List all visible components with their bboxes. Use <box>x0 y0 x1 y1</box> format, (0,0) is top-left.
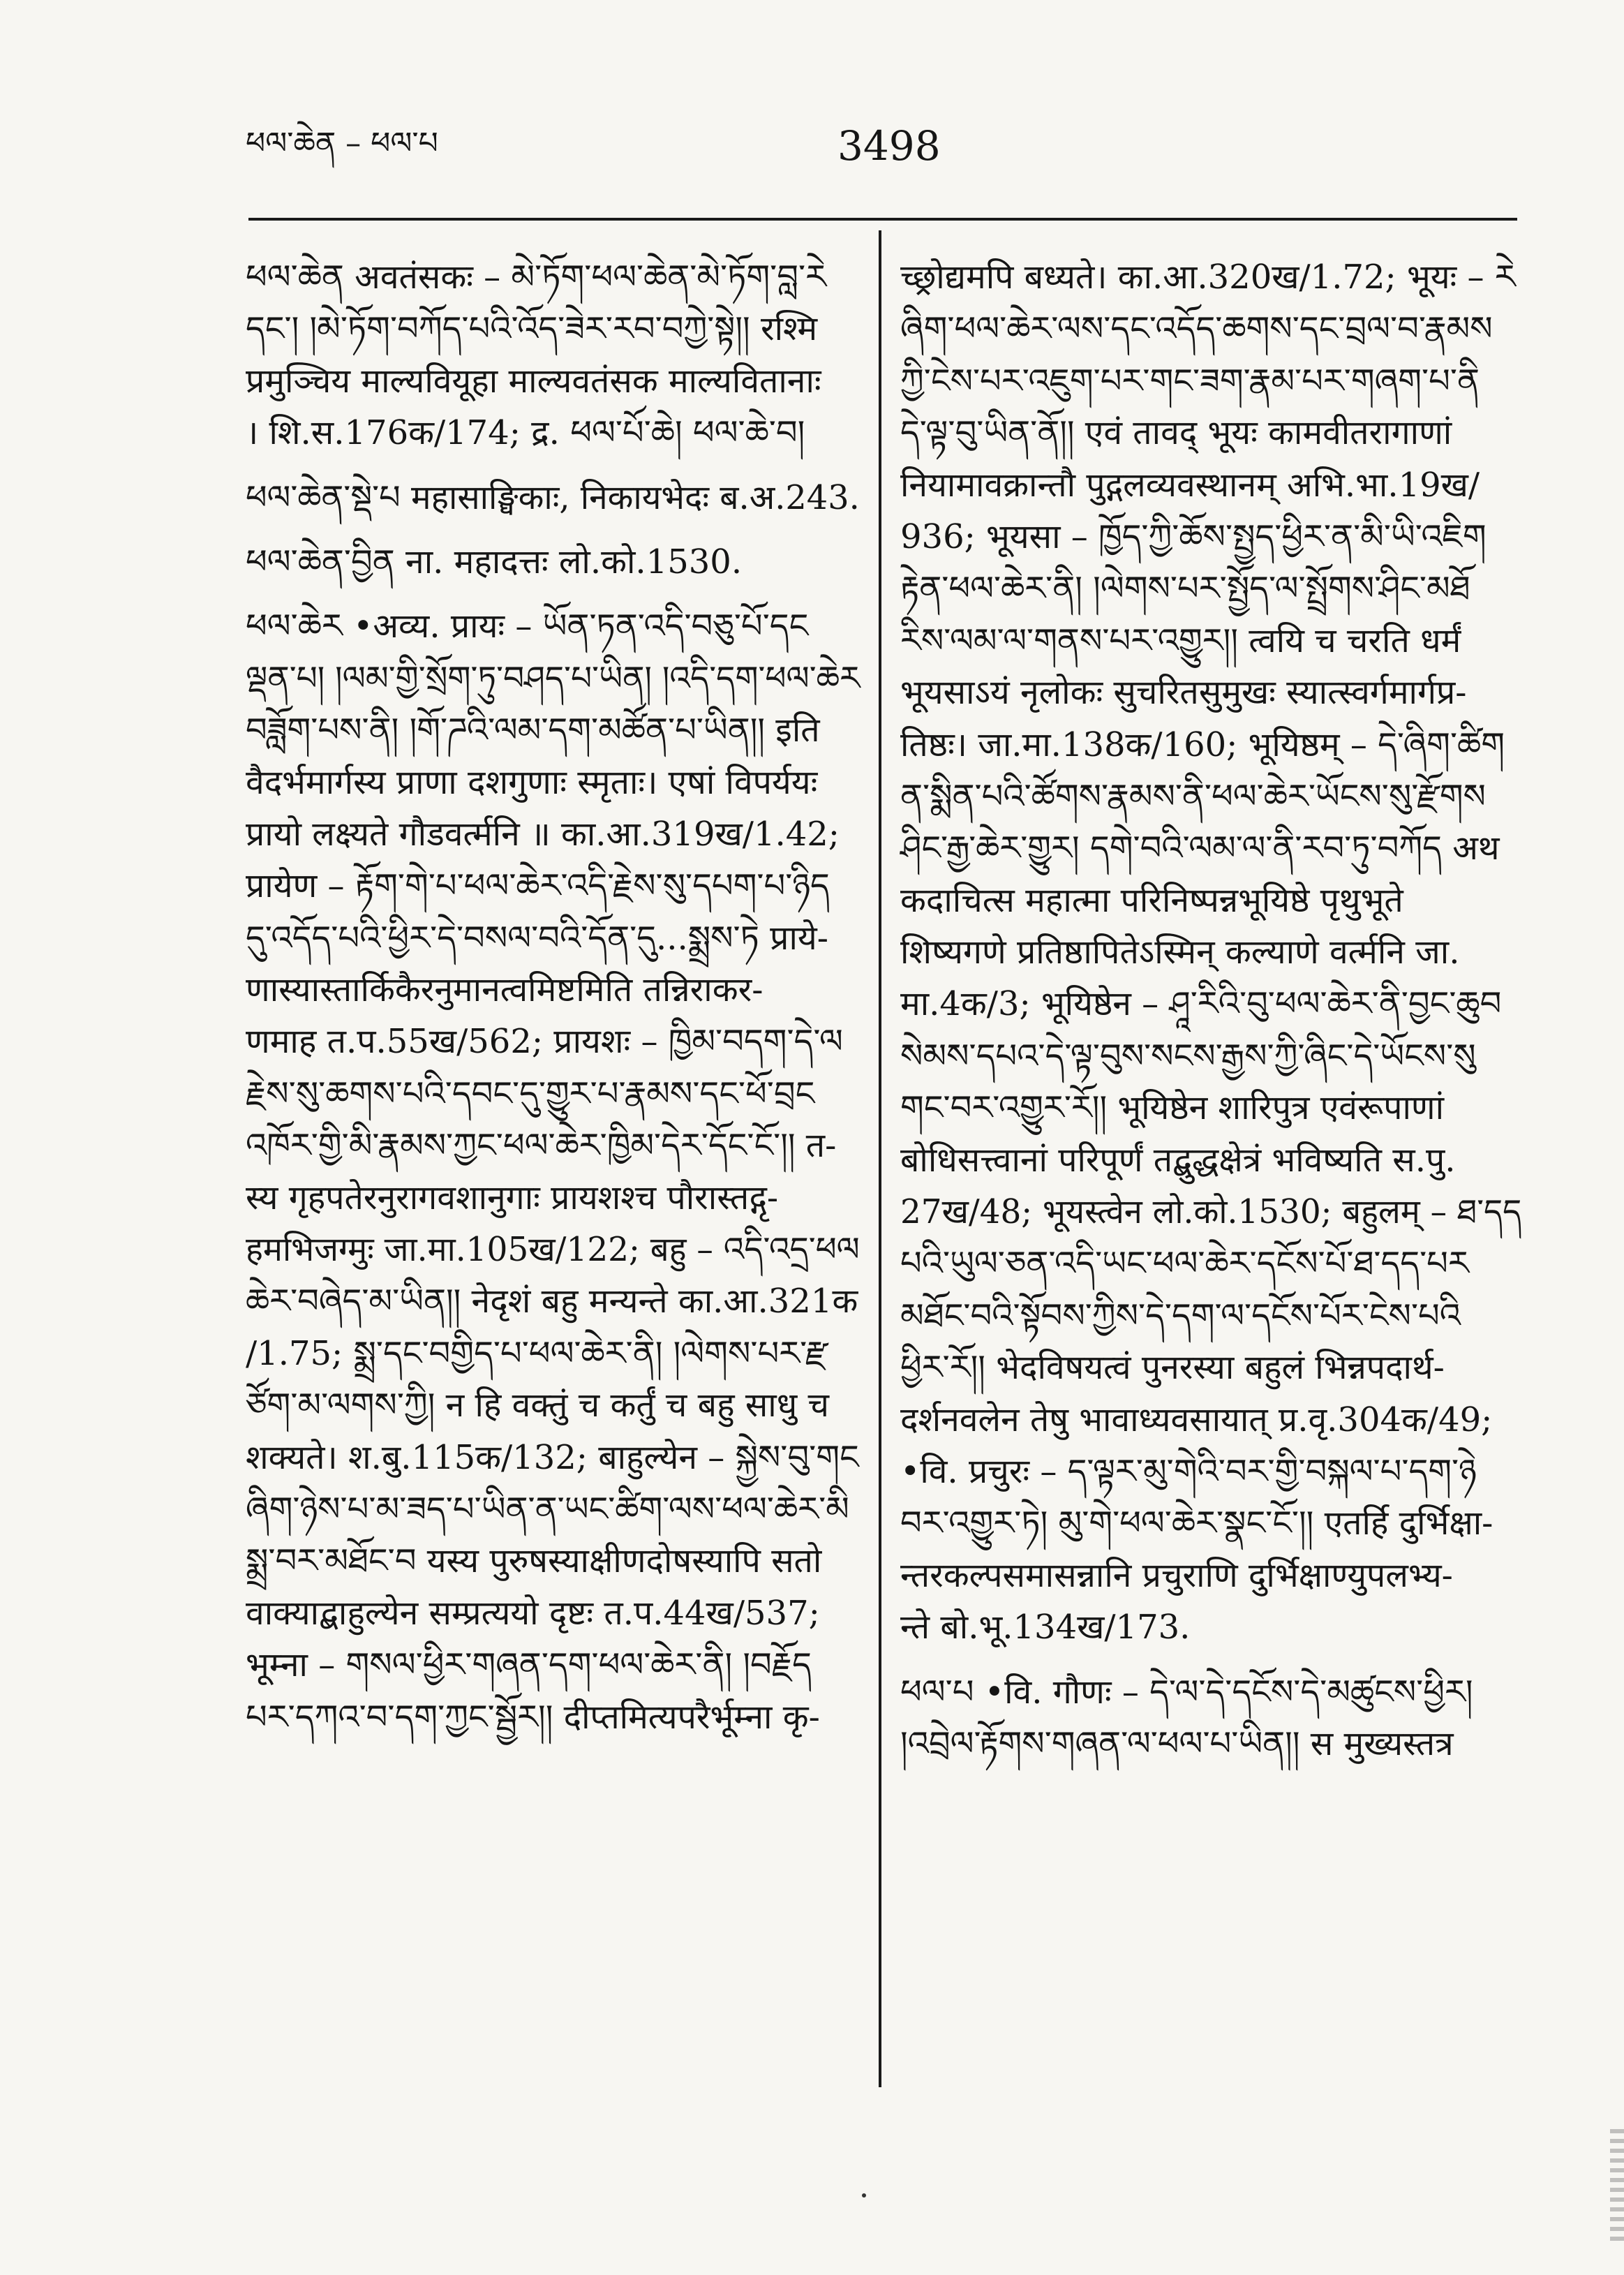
entry-line: རྗེས་སུ་ཆགས་པའི་དབང་དུ་གྱུར་པ་རྣམས་དང་ཕོ་བྲང <box>246 1074 815 1113</box>
entry-line: न्ते बो.भू.134ख/173. <box>900 1608 1191 1647</box>
scan-dot <box>862 2193 866 2198</box>
entry-line: ཤིང་རྒྱ་ཆེར་གྱུར། དགེ་བའི་ལམ་ལ་ནི་རབ་ཏུ་བཀོད अथ <box>900 829 1500 868</box>
entry-line: ཞིག་ཉེས་པ་མ་ཟད་པ་ཡིན་ན་ཡང་ཚིག་ལས་ཕལ་ཆེར་མི <box>246 1489 849 1529</box>
page-number: 3498 <box>837 122 941 170</box>
entry-line: དེ་ལྟ་བུ་ཡིན་ནོ།། एवं तावद् भूयः कामवीतरागाणां <box>900 413 1452 453</box>
entry-line: वाक्याद्बाहुल्येन सम्प्रत्ययो दृष्टः त.प.44ख/537; <box>246 1593 820 1633</box>
entry-line: བཟློག་པས་ནི། །གོ་ཌའི་ལམ་དག་མཚོན་པ་ཡིན།། इति <box>246 711 820 750</box>
entry-line: । शि.स.176क/174; द्र. ཕལ་པོ་ཆེ། ཕལ་ཆེ་བ། <box>246 413 805 453</box>
right-column <box>900 251 1521 1782</box>
entry-line: न्तरकल्पसमासन्नानि प्रचुराणि दुर्भिक्षाण्युपलभ्य- <box>900 1555 1453 1595</box>
running-head: ཕལ་ཆེན – ཕལ་པ <box>246 126 438 161</box>
entry-line: दर्शनवलेन तेषु भावाध्यवसायात् प्र.वृ.304क/49; <box>900 1400 1493 1439</box>
entry-line: •वि. प्रचुरः – ད་ལྟར་མུ་གེའི་བར་གྱི་བསྐལ་པ་དག་ཉེ <box>900 1451 1477 1491</box>
entry-line: /1.75; སྨྲ་དང་བགྱིད་པ་ཕལ་ཆེར་ནི། །ལེགས་པར་རྫ <box>246 1333 828 1373</box>
entry-line: प्रमुञ्चिय माल्यवियूहा माल्यवतंसक माल्यवितानाः <box>246 361 821 401</box>
entry-line: སེམས་དཔའ་དེ་ལྟ་བུས་སངས་རྒྱས་ཀྱི་ཞིང་དེ་ཡོངས་སུ <box>900 1036 1476 1076</box>
entry-line: 936; भूयसा – ཁྱོད་ཀྱི་ཆོས་སྤྱད་ཕྱིར་ན་མི་ཡི་འཇིག <box>900 517 1487 556</box>
entry-line: ཕལ་ཆེན་བྱིན ना. महादत्तः लो.को.1530. <box>246 542 743 581</box>
dictionary-entry <box>246 600 860 1743</box>
entry-line: मा.4क/3; भूयिष्ठेन – ཤཱ་རིའི་བུ་ཕལ་ཆེར་ནི་བྱང་ཆུབ <box>900 984 1502 1024</box>
entry-line: མཐོང་བའི་སྟོབས་ཀྱིས་དེ་དག་ལ་དངོས་པོར་ངེས་པའི <box>900 1296 1461 1335</box>
entry-line: भूम्ना – གསལ་ཕྱིར་གཞན་དག་ཕལ་ཆེར་ནི། །བརྗོད <box>246 1645 812 1685</box>
entry-line: ཕལ་ཆེན अवतंसकः – མེ་ཏོག་ཕལ་ཆེན་མེ་ཏོག་བླ་རེ <box>246 258 827 297</box>
entry-line: དུ་འདོད་པའི་ཕྱིར་དེ་བསལ་བའི་དོན་དུ...སྨྲས་ཏེ प्राये- <box>246 918 828 958</box>
dictionary-entry <box>246 251 860 459</box>
dictionary-entry <box>246 536 860 588</box>
header-rule <box>248 218 1517 221</box>
entry-line: ཀྱི་ངེས་པར་འཇུག་པར་གང་ཟག་རྣམ་པར་གཞག་པ་ནི <box>900 361 1480 401</box>
entry-line: वैदर्भमार्गस्य प्राणा दशगुणाः स्मृताः। एषां विपर्ययः <box>246 762 818 802</box>
entry-line: ཕྱིར་རོ།། भेदविषयत्वं पुनरस्या बहुलं भिन्नपदार्थ- <box>900 1348 1445 1388</box>
entry-line: णास्यास्तार्किकैरनुमानत्वमिष्टमिति तन्निराकर- <box>246 970 763 1010</box>
entry-line: བར་འགྱུར་ཏེ། མུ་གེ་ཕལ་ཆེར་སྣང་ངོ་།། एतर्हि दुर्भिक्षा- <box>900 1504 1493 1543</box>
entry-line: कदाचित्स महात्मा परिनिष्पन्नभूयिष्ठे पृथुभूते <box>900 880 1403 920</box>
entry-line: ན་སྨིན་པའི་ཚོགས་རྣམས་ནི་ཕལ་ཆེར་ཡོངས་སུ་རྫོགས <box>900 776 1486 816</box>
entry-line: शक्यते। श.बु.115क/132; बाहुल्येन – སྐྱེས་བུ་གང <box>246 1437 859 1477</box>
entry-line: ཕལ་ཆེན་སྡེ་པ महासाङ्घिकाः, निकायभेदः ब.अ.243. <box>246 477 860 517</box>
left-column <box>246 251 860 1756</box>
entry-line: भूयसाऽयं नृलोकः सुचरितसुमुखः स्यात्स्वर्गमार्गप्र- <box>900 673 1467 713</box>
entry-line: པར་དཀའ་བ་དག་ཀྱང་སྦྱོར།། दीप्तमित्यपरैर्भूम्ना कृ- <box>246 1697 820 1737</box>
entry-line: 27ख/48; भूयस्त्वेन लो.को.1530; बहुलम् – ཐ་དད <box>900 1192 1522 1232</box>
entry-line: प्रायो लक्ष्यते गौडवर्त्मनि ॥ का.आ.319ख/1.42; <box>246 814 840 854</box>
entry-line: །འབྲེལ་རྟོགས་གཞན་ལ་ཕལ་པ་ཡིན།། स मुख्यस्तत्र <box>900 1724 1454 1763</box>
entry-line: སྨྲ་བར་མཐོང་བ यस्य पुरुषस्याक्षीणदोषस्यापि सतो <box>246 1541 822 1581</box>
entry-line: འཁོར་གྱི་མི་རྣམས་ཀྱང་ཕལ་ཆེར་ཁྱིམ་དེར་དོང་ངོ་།། त- <box>246 1126 837 1166</box>
entry-line: हमभिजग्मुः जा.मा.105ख/122; बहु – འདི་འདྲ་ཕལ <box>246 1230 860 1270</box>
entry-line: རྟེན་ཕལ་ཆེར་ནི། །ལེགས་པར་སྤྱོད་ལ་སྤྲོགས་ཤིང་མཐོ <box>900 569 1470 609</box>
entry-line: णमाह त.प.55ख/562; प्रायशः – ཁྱིམ་བདག་དེ་ལ <box>246 1022 843 1062</box>
entry-line: གང་བར་འགྱུར་རོ།། भूयिष्ठेन शारिपुत्र एवंरूपाणां <box>900 1088 1445 1128</box>
entry-line: बोधिसत्त्वानां परिपूर्णं तद्बुद्धक्षेत्रं भविष्यति स.पु. <box>900 1140 1456 1180</box>
entry-line: प्रायेण – རྟོག་གེ་པ་ཕལ་ཆེར་འདི་རྗེས་སུ་དཔག་པ་ཉིད <box>246 866 830 906</box>
entry-line: ཆེར་བཞེད་མ་ཡིན།། नेदृशं बहु मन्यन्ते का.आ.321क <box>246 1282 858 1321</box>
dictionary-entry <box>900 1666 1521 1770</box>
entry-line: ཕལ་ཆེར •अव्य. प्रायः – ཡོན་ཏན་འདི་བཅུ་པོ་དང <box>246 607 809 646</box>
entry-line: ཙོག་མ་ལགས་ཀྱི། न हि वक्तुं च कर्तुं च बहु साधु च <box>246 1386 829 1425</box>
entry-line: རིས་ལམ་ལ་གནས་པར་འགྱུར།། त्वयि च चरति धर्मं <box>900 621 1461 660</box>
entry-line: དང་། །མེ་ཏོག་བཀོད་པའི་འོད་ཟེར་རབ་བཀྱེ་སྟེ།། रश्मि <box>246 309 818 349</box>
entry-line: स्य गृहपतेरनुरागवशानुगाः प्रायशश्च पौरास्तद्गृ- <box>246 1178 779 1217</box>
dictionary-entry <box>246 472 860 524</box>
entry-line: ཞིག་ཕལ་ཆེར་ལས་དང་འདོད་ཆགས་དང་བྲལ་བ་རྣམས <box>900 309 1493 349</box>
entry-line: ལྡན་པ། །ལམ་གྱི་སྲོག་ཏུ་བཤད་པ་ཡིན། །འདི་དག་ཕལ་ཆེར <box>246 658 861 698</box>
entry-line: तिष्ठः। जा.मा.138क/160; भूयिष्ठम् – དེ་ཞིག་ཚིག <box>900 725 1505 764</box>
column-divider <box>879 230 881 2087</box>
entry-line: नियामावक्रान्तौ पुद्गलव्यवस्थानम् अभि.भा.19ख/ <box>900 465 1480 505</box>
scan-edge-mark <box>1610 2129 1624 2241</box>
entry-line: च्छ्रोद्यमपि बध्यते। का.आ.320ख/1.72; भूयः – རེ <box>900 258 1516 297</box>
entry-line: པའི་ཡུལ་ཅན་འདི་ཡང་ཕལ་ཆེར་དངོས་པོ་ཐ་དད་པར <box>900 1244 1469 1284</box>
entry-line: ཕལ་པ •वि. गौणः – དེ་ལ་དེ་དངོས་དེ་མཚུངས་ཕྱིར། <box>900 1672 1473 1712</box>
entry-line: शिष्यगणे प्रतिष्ठापितेऽस्मिन् कल्याणे वर्त्मनि जा. <box>900 933 1460 972</box>
dictionary-entry <box>900 251 1521 1654</box>
